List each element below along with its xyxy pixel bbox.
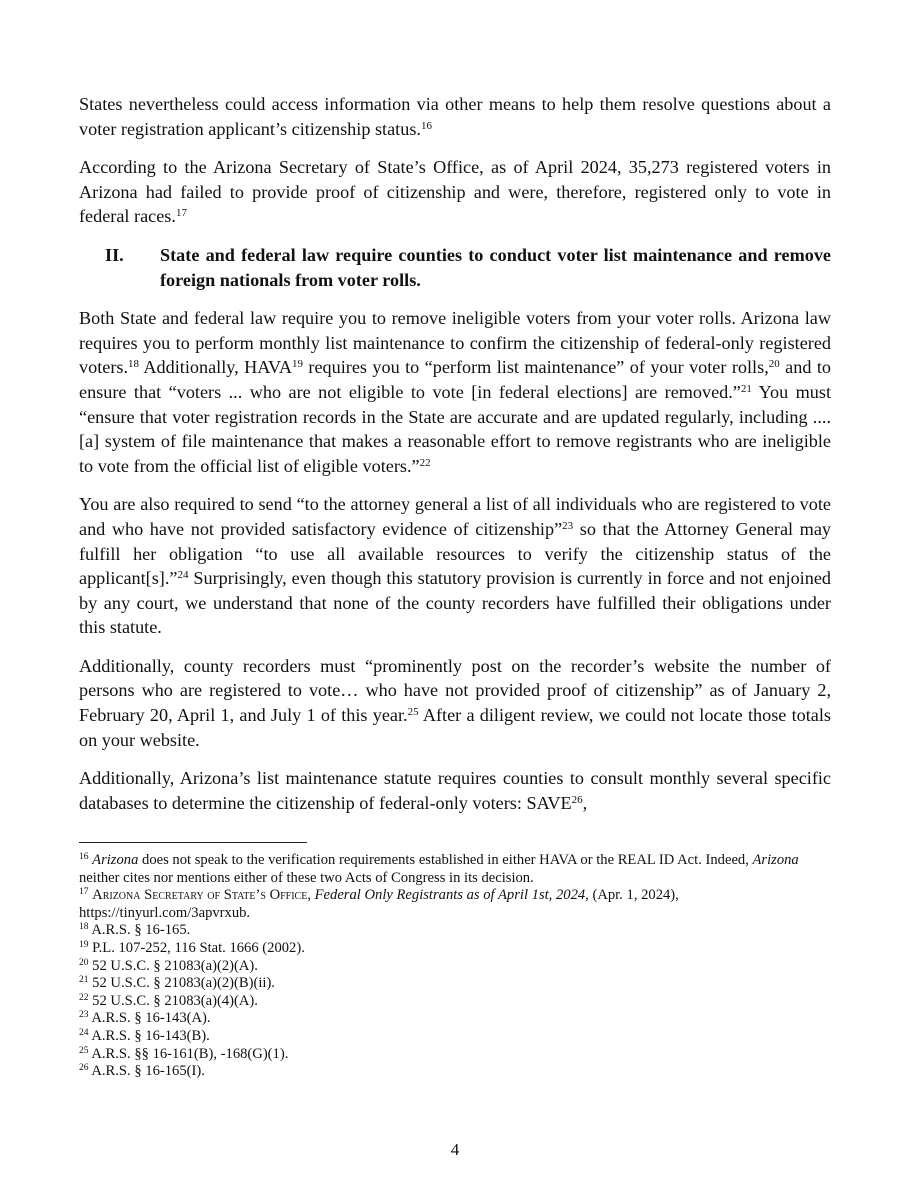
footnote-ref-23: 23 — [562, 519, 574, 532]
section-heading — [79, 243, 831, 292]
paragraph-text: Additionally, Arizona’s list maintenance statute requires counties to consult monthly several specific databases to determine the citizenship of federal-only voters: SAVE — [79, 768, 831, 813]
footnote-text: A.R.S. § 16-165. — [91, 922, 191, 939]
footnote-ref-20: 20 — [768, 358, 780, 371]
paragraph-text: , — [582, 792, 588, 813]
footnote-26 — [79, 1063, 831, 1081]
paragraph-text: After a diligent review, we could not locate those totals on your website. — [79, 705, 831, 750]
footnote-text: A.R.S. §§ 16-161(B), -168(G)(1). — [91, 1045, 289, 1062]
paragraph-citizenship-info — [79, 92, 831, 141]
footnote-text: 52 U.S.C. § 21083(a)(2)(B)(ii). — [92, 975, 275, 992]
footnote-16 — [79, 852, 831, 887]
footnote-number: 16 — [79, 852, 89, 862]
footnote-text: P.L. 107-252, 116 Stat. 1666 (2002). — [92, 939, 305, 956]
footnote-divider — [79, 842, 307, 843]
section-number: II. — [105, 244, 124, 265]
footnote-ref-25: 25 — [407, 706, 419, 719]
footnote-ref-18: 18 — [128, 358, 139, 371]
page-number: 4 — [450, 1140, 460, 1159]
paragraph-federal-only-count — [79, 155, 831, 229]
footnote-ref-16: 16 — [420, 119, 432, 132]
footnote-number: 20 — [79, 957, 89, 968]
footnote-text: , (Apr. 1, 2024), https://tinyurl.com/3apvrxub. — [79, 887, 679, 921]
footnote-21 — [79, 975, 831, 993]
footnote-number: 23 — [79, 1010, 89, 1021]
footnote-ref-17: 17 — [175, 207, 187, 220]
footnote-number: 24 — [79, 1027, 89, 1038]
footnote-text: A.R.S. § 16-165(I). — [91, 1063, 205, 1080]
footnote-text: A.R.S. § 16-143(A). — [91, 1010, 211, 1027]
paragraph-text: You are also required to send “to the attorney general a list of all individuals who are registered to vote and who have not provided satisfactory evidence of citizenship” — [79, 494, 831, 539]
section-title: State and federal law require counties to conduct voter list maintenance and remove foreign nationals from voter rolls. — [160, 244, 831, 290]
footnote-number: 21 — [79, 975, 89, 986]
source-title: Federal Only Registrants as of April 1st, 2024 — [314, 887, 586, 904]
paragraph-text: States nevertheless could access information via other means to help them resolve questions about a voter registration applicant’s citizenship status. — [79, 94, 831, 139]
paragraph-list-maintenance — [79, 306, 831, 478]
footnote-text: , — [307, 887, 315, 904]
paragraph-attorney-general — [79, 492, 831, 640]
footnote-ref-21: 21 — [740, 382, 752, 395]
footnote-ref-22: 22 — [419, 456, 431, 469]
footnote-number: 19 — [79, 939, 89, 950]
footnote-23 — [79, 1010, 831, 1028]
footnote-text: A.R.S. § 16-143(B). — [91, 1027, 210, 1044]
case-name: Arizona — [92, 852, 139, 868]
paragraph-text: You must “ensure that voter registration records in the State are accurate and are updated regularly, including .... [a] system of file maintenance that makes a reasonable effort to remove registrants who are ineligible to vote from the official list of eligible voters.” — [79, 381, 831, 476]
paragraph-text: Additionally, county recorders must “prominently post on the recorder’s website the number of persons who are registered to vote… who have not provided proof of citizenship” as of January 2, February 20, April 1, and July 1 of this year. — [79, 655, 831, 726]
paragraph-text: Additionally, HAVA — [139, 357, 292, 378]
footnote-20 — [79, 958, 831, 976]
footnotes — [79, 852, 831, 1081]
footnote-ref-19: 19 — [291, 358, 303, 371]
footnote-number: 22 — [79, 992, 89, 1003]
footnote-text: does not speak to the verification requirements established in either HAVA or the REAL ID Act. Indeed, — [138, 852, 753, 868]
paragraph-text: and to ensure that “voters ... who are not eligible to vote [in federal elections] are removed.” — [79, 357, 831, 402]
source-name: Arizona Secretary of State’s Office — [92, 887, 308, 904]
footnote-17 — [79, 887, 831, 922]
footnote-18 — [79, 922, 831, 940]
footnote-number: 26 — [79, 1063, 89, 1074]
footnote-22 — [79, 993, 831, 1011]
footnote-number: 25 — [79, 1045, 89, 1056]
paragraph-text: requires you to “perform list maintenance” of your voter rolls, — [302, 357, 769, 378]
footnote-text: 52 U.S.C. § 21083(a)(2)(A). — [92, 957, 258, 974]
footnote-19 — [79, 940, 831, 958]
paragraph-text: Surprisingly, even though this statutory provision is currently in force and not enjoined by any court, we understand that none of the county recorders have fulfilled their obligations under this statute. — [79, 568, 831, 638]
paragraph-text: According to the Arizona Secretary of State’s Office, as of April 2024, 35,273 registered voters in Arizona had failed to provide proof of citizenship and were, therefore, registered only to vote in federal races. — [79, 157, 831, 227]
paragraph-website-posting — [79, 654, 831, 752]
case-name: Arizona — [752, 852, 799, 868]
footnote-25 — [79, 1046, 831, 1064]
footnote-text: 52 U.S.C. § 21083(a)(4)(A). — [92, 992, 258, 1009]
paragraph-databases — [79, 766, 831, 815]
paragraph-text: Both State and federal law require you to remove ineligible voters from your voter rolls. Arizona law requires you to perform monthly list maintenance to confirm the citizenship of federal-only registered voters. — [79, 308, 831, 378]
footnote-ref-24: 24 — [177, 569, 189, 582]
footnote-number: 18 — [79, 922, 89, 933]
paragraph-text: so that the Attorney General may fulfill her obligation “to use all available resources to verify the citizenship status of the applicant[s].” — [79, 518, 831, 589]
footnote-text: neither cites nor mentions either of these two Acts of Congress in its decision. — [79, 869, 534, 886]
footnote-ref-26: 26 — [571, 793, 583, 806]
document-body — [79, 92, 831, 829]
footnote-24 — [79, 1028, 831, 1046]
footnote-number: 17 — [79, 887, 89, 898]
